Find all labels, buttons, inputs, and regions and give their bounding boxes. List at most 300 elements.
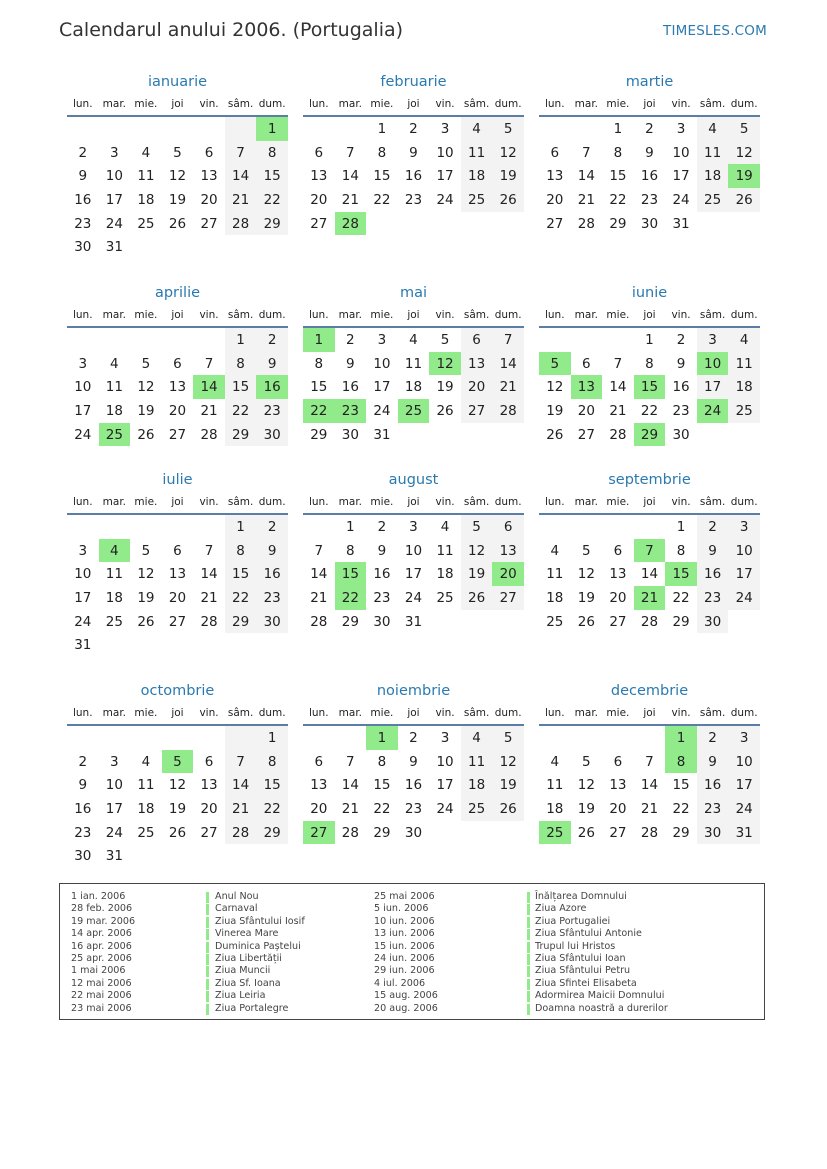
day-cell: 25 (461, 188, 493, 212)
day-cell: 11 (546, 566, 564, 583)
day-cell: 12 (168, 777, 187, 794)
day-cell: 25 (137, 824, 155, 841)
days-grid (67, 328, 288, 446)
empty-cell (193, 515, 225, 539)
empty-cell (539, 117, 571, 141)
day-cell: 26 (436, 402, 454, 419)
day-cell: 30 (404, 824, 423, 841)
day-cell: 13 (200, 168, 218, 185)
weekday-label: lun. (544, 309, 565, 321)
day-cell: 30 (74, 239, 92, 256)
holiday-day-cell: 10 (697, 352, 729, 376)
day-cell: 18 (546, 589, 564, 606)
day-cell: 6 (461, 328, 493, 352)
legend-marker (527, 917, 530, 928)
day-cell: 31 (74, 637, 92, 654)
day-cell: 13 (492, 539, 524, 563)
day-cell: 24 (105, 215, 123, 232)
weekday-label: vin. (671, 309, 691, 321)
day-cell: 4 (141, 144, 151, 161)
legend-date: 23 mai 2006 (71, 1002, 132, 1014)
month-name: noiembrie (376, 683, 451, 699)
legend-marker (206, 991, 209, 1002)
day-cell: 29 (373, 824, 391, 841)
weekday-label: mar. (574, 707, 599, 719)
legend-date: 12 mai 2006 (71, 977, 132, 989)
day-cell: 6 (314, 753, 324, 770)
weekday-label: joi (171, 98, 184, 110)
month-mai (303, 282, 524, 446)
weekday-header (539, 491, 760, 515)
legend-marker (527, 892, 530, 903)
empty-cell (67, 515, 99, 539)
day-cell: 18 (137, 191, 155, 208)
day-cell: 12 (492, 141, 524, 165)
day-cell: 10 (105, 168, 123, 185)
legend-holiday-name: Anul Nou (215, 891, 259, 902)
weekday-label: lun. (544, 98, 565, 110)
legend-holiday-name: Ziua Portugaliei (535, 915, 611, 927)
empty-cell (162, 328, 194, 352)
day-cell: 24 (373, 402, 391, 419)
day-cell: 26 (168, 824, 187, 841)
weekday-label: mar. (102, 309, 127, 321)
legend-marker (527, 954, 530, 965)
legend-marker (527, 979, 530, 990)
weekday-label: sâm. (227, 707, 254, 719)
day-cell: 2 (697, 515, 729, 539)
day-cell: 5 (582, 753, 591, 770)
day-cell: 29 (256, 212, 288, 236)
holiday-day-cell: 5 (539, 352, 571, 376)
day-cell: 6 (613, 753, 623, 770)
day-cell: 19 (168, 800, 187, 817)
day-cell: 18 (105, 402, 123, 419)
weekday-label: mar. (574, 496, 599, 508)
weekday-label: mar. (338, 707, 363, 719)
legend-holiday-name: Carnaval (215, 903, 258, 915)
day-cell: 23 (672, 402, 690, 419)
day-cell: 27 (609, 824, 627, 841)
day-cell: 20 (461, 375, 493, 399)
empty-cell (303, 515, 335, 539)
weekday-label: joi (643, 309, 656, 321)
weekday-label: sâm. (463, 496, 490, 508)
day-cell: 24 (436, 800, 454, 817)
day-cell: 7 (204, 542, 214, 559)
weekday-label: lun. (72, 98, 93, 110)
days-grid (303, 117, 524, 235)
day-cell: 26 (577, 613, 595, 630)
day-cell: 18 (728, 375, 760, 399)
weekday-label: mie. (134, 98, 158, 110)
weekday-label: sâm. (699, 98, 726, 110)
weekday-label: mie. (606, 496, 630, 508)
day-cell: 25 (546, 613, 564, 630)
day-cell: 12 (461, 539, 493, 563)
day-cell: 9 (346, 355, 355, 372)
legend-marker (527, 929, 530, 940)
day-cell: 2 (78, 144, 88, 161)
holiday-day-cell: 25 (539, 821, 571, 845)
day-cell: 30 (697, 610, 729, 634)
empty-cell (335, 117, 367, 141)
day-cell: 24 (105, 824, 123, 841)
days-grid (67, 117, 288, 259)
weekday-label: joi (407, 98, 420, 110)
day-cell: 13 (168, 379, 187, 396)
weekday-label: lun. (308, 707, 329, 719)
day-cell: 27 (168, 426, 187, 443)
day-cell: 2 (697, 726, 729, 750)
day-cell: 27 (577, 426, 595, 443)
day-cell: 29 (672, 824, 690, 841)
day-cell: 4 (409, 331, 418, 348)
day-cell: 7 (645, 753, 654, 770)
day-cell: 5 (141, 542, 151, 559)
day-cell: 16 (256, 562, 288, 586)
day-cell: 2 (409, 729, 418, 746)
holiday-day-cell: 8 (665, 750, 697, 774)
empty-cell (571, 515, 603, 539)
day-cell: 13 (310, 168, 328, 185)
weekday-label: vin. (435, 707, 455, 719)
holiday-day-cell: 23 (335, 399, 367, 423)
day-cell: 26 (137, 613, 155, 630)
weekday-label: mar. (102, 98, 127, 110)
day-cell: 11 (436, 542, 454, 559)
weekday-label: dum. (494, 707, 522, 719)
day-cell: 21 (492, 375, 524, 399)
day-cell: 5 (492, 726, 524, 750)
day-cell: 24 (436, 191, 454, 208)
weekday-label: joi (171, 309, 184, 321)
weekday-label: vin. (435, 309, 455, 321)
day-cell: 26 (546, 426, 564, 443)
weekday-label: joi (643, 707, 656, 719)
day-cell: 26 (728, 188, 760, 212)
day-cell: 31 (404, 613, 423, 630)
day-cell: 20 (200, 191, 218, 208)
weekday-label: dum. (494, 496, 522, 508)
weekday-label: joi (643, 98, 656, 110)
day-cell: 12 (577, 566, 595, 583)
brand-link[interactable]: TIMESLES.COM (663, 23, 767, 39)
day-cell: 8 (314, 355, 324, 372)
days-grid (539, 726, 760, 844)
weekday-label: dum. (258, 309, 286, 321)
holiday-day-cell: 7 (634, 539, 666, 563)
day-cell: 29 (672, 613, 690, 630)
day-cell: 4 (550, 542, 560, 559)
weekday-label: mar. (338, 309, 363, 321)
day-cell: 8 (676, 542, 686, 559)
day-cell: 17 (105, 800, 123, 817)
day-cell: 7 (346, 753, 355, 770)
empty-cell (99, 726, 131, 750)
day-cell: 1 (377, 120, 387, 137)
day-cell: 10 (404, 542, 423, 559)
day-cell: 2 (256, 515, 288, 539)
day-cell: 20 (609, 800, 627, 817)
day-cell: 1 (676, 518, 686, 535)
weekday-header (67, 93, 288, 117)
day-cell: 30 (256, 423, 288, 447)
empty-cell (130, 117, 162, 141)
weekday-label: sâm. (699, 496, 726, 508)
legend-marker (527, 966, 530, 977)
day-cell: 9 (78, 168, 88, 185)
day-cell: 4 (440, 518, 450, 535)
weekday-label: mie. (606, 98, 630, 110)
weekday-label: mar. (574, 309, 599, 321)
month-iulie (67, 469, 288, 657)
day-cell: 1 (225, 515, 257, 539)
day-cell: 13 (609, 777, 627, 794)
day-cell: 11 (728, 352, 760, 376)
days-grid (303, 726, 524, 844)
weekday-label: sâm. (463, 309, 490, 321)
weekday-label: joi (407, 496, 420, 508)
day-cell: 4 (141, 753, 151, 770)
day-cell: 28 (225, 821, 257, 845)
day-cell: 10 (672, 144, 690, 161)
month-name: ianuarie (147, 74, 208, 90)
day-cell: 28 (640, 613, 659, 630)
day-cell: 18 (461, 773, 493, 797)
day-cell: 9 (377, 542, 387, 559)
empty-cell (634, 515, 666, 539)
day-cell: 22 (373, 191, 391, 208)
weekday-label: lun. (308, 496, 329, 508)
legend-holiday-name: Ziua Sf. Ioana (215, 977, 281, 989)
day-cell: 4 (461, 726, 493, 750)
weekday-label: vin. (435, 496, 455, 508)
empty-cell (539, 515, 571, 539)
empty-cell (602, 328, 634, 352)
day-cell: 14 (640, 566, 659, 583)
legend-marker (527, 991, 530, 1002)
legend-holiday-name: Ziua Sfântului Ioan (535, 953, 626, 964)
holiday-day-cell: 25 (398, 399, 430, 423)
weekday-label: vin. (199, 98, 219, 110)
holiday-day-cell: 1 (256, 117, 288, 141)
empty-cell (99, 328, 131, 352)
day-cell: 7 (225, 141, 257, 165)
weekday-label: vin. (671, 496, 691, 508)
day-cell: 7 (314, 542, 324, 559)
legend-marker (206, 954, 209, 965)
day-cell: 27 (200, 824, 218, 841)
day-cell: 22 (225, 586, 257, 610)
holiday-day-cell: 27 (303, 821, 335, 845)
day-cell: 1 (613, 120, 623, 137)
day-cell: 19 (168, 191, 187, 208)
legend-holiday-name: Ziua Sfântului Iosif (215, 915, 305, 927)
holiday-day-cell: 1 (303, 328, 335, 352)
weekday-label: vin. (199, 309, 219, 321)
legend-marker (527, 942, 530, 953)
weekday-label: lun. (72, 707, 93, 719)
empty-cell (193, 117, 225, 141)
day-cell: 26 (461, 586, 493, 610)
day-cell: 3 (409, 518, 418, 535)
day-cell: 28 (225, 212, 257, 236)
holiday-day-cell: 22 (335, 586, 367, 610)
day-cell: 21 (609, 402, 627, 419)
day-cell: 27 (310, 215, 328, 232)
holiday-day-cell: 16 (256, 375, 288, 399)
weekday-label: dum. (730, 496, 758, 508)
day-cell: 17 (105, 191, 123, 208)
day-cell: 24 (404, 589, 423, 606)
day-cell: 15 (225, 562, 257, 586)
day-cell: 27 (200, 215, 218, 232)
weekday-label: sâm. (227, 98, 254, 110)
weekday-header (539, 304, 760, 328)
day-cell: 14 (225, 773, 257, 797)
month-name: martie (625, 74, 674, 90)
day-cell: 25 (697, 188, 729, 212)
day-cell: 30 (341, 426, 359, 443)
weekday-label: mie. (134, 496, 158, 508)
day-cell: 24 (74, 613, 92, 630)
legend-holiday-name: Ziua Sfântului Antonie (535, 928, 642, 940)
day-cell: 29 (225, 610, 257, 634)
day-cell: 6 (314, 144, 324, 161)
legend-marker (206, 979, 209, 990)
day-cell: 18 (436, 566, 454, 583)
day-cell: 18 (546, 800, 564, 817)
weekday-label: dum. (730, 707, 758, 719)
legend-holiday-name: Înălțarea Domnului (535, 891, 627, 902)
empty-cell (571, 117, 603, 141)
day-cell: 5 (492, 117, 524, 141)
weekday-label: mie. (134, 309, 158, 321)
day-cell: 17 (373, 379, 391, 396)
day-cell: 4 (461, 117, 493, 141)
legend-date: 29 iun. 2006 (374, 965, 435, 977)
weekday-header (539, 702, 760, 726)
day-cell: 26 (168, 215, 187, 232)
days-grid (303, 328, 524, 446)
weekday-label: mie. (370, 98, 394, 110)
day-cell: 10 (436, 753, 454, 770)
day-cell: 29 (256, 821, 288, 845)
day-cell: 10 (728, 539, 760, 563)
legend-marker (527, 904, 530, 915)
day-cell: 19 (577, 800, 595, 817)
day-cell: 2 (377, 518, 387, 535)
empty-cell (303, 117, 335, 141)
legend-holiday-name: Ziua Sfântului Petru (535, 965, 631, 977)
month-name: mai (399, 285, 428, 301)
day-cell: 21 (225, 188, 257, 212)
legend-marker (206, 942, 209, 953)
day-cell: 8 (377, 144, 387, 161)
legend-date: 1 ian. 2006 (71, 891, 126, 902)
day-cell: 14 (609, 379, 627, 396)
day-cell: 23 (404, 191, 423, 208)
day-cell: 3 (78, 542, 88, 559)
day-cell: 21 (225, 797, 257, 821)
day-cell: 19 (137, 402, 155, 419)
day-cell: 12 (546, 379, 564, 396)
day-cell: 13 (200, 777, 218, 794)
holiday-legend (59, 883, 765, 1020)
day-cell: 8 (613, 144, 623, 161)
day-cell: 16 (74, 800, 92, 817)
day-cell: 23 (373, 589, 391, 606)
weekday-label: sâm. (227, 496, 254, 508)
month-name: septembrie (608, 472, 691, 488)
month-name: august (388, 472, 439, 488)
day-cell: 28 (609, 426, 627, 443)
day-cell: 22 (609, 191, 627, 208)
weekday-header (539, 93, 760, 117)
weekday-label: mar. (338, 496, 363, 508)
weekday-label: joi (407, 309, 420, 321)
day-cell: 23 (697, 586, 729, 610)
holiday-day-cell: 25 (99, 423, 131, 447)
day-cell: 14 (341, 777, 359, 794)
day-cell: 18 (105, 589, 123, 606)
weekday-label: mie. (606, 707, 630, 719)
weekday-label: mie. (370, 707, 394, 719)
weekday-label: joi (171, 707, 184, 719)
day-cell: 19 (492, 164, 524, 188)
day-cell: 1 (645, 331, 654, 348)
empty-cell (571, 328, 603, 352)
empty-cell (99, 515, 131, 539)
day-cell: 9 (78, 777, 88, 794)
day-cell: 29 (341, 613, 359, 630)
weekday-label: vin. (435, 98, 455, 110)
empty-cell (602, 726, 634, 750)
weekday-label: mie. (134, 707, 158, 719)
day-cell: 15 (672, 777, 690, 794)
weekday-label: joi (171, 496, 184, 508)
day-cell: 5 (582, 542, 591, 559)
day-cell: 22 (225, 399, 257, 423)
day-cell: 23 (256, 399, 288, 423)
weekday-label: lun. (308, 98, 329, 110)
day-cell: 17 (697, 375, 729, 399)
day-cell: 10 (74, 566, 92, 583)
month-name: decembrie (610, 683, 689, 699)
day-cell: 10 (728, 750, 760, 774)
holiday-day-cell: 21 (634, 586, 666, 610)
empty-cell (225, 726, 257, 750)
day-cell: 4 (550, 753, 560, 770)
day-cell: 8 (346, 542, 355, 559)
holiday-day-cell: 12 (429, 352, 461, 376)
day-cell: 11 (461, 750, 493, 774)
day-cell: 20 (168, 589, 187, 606)
day-cell: 22 (672, 589, 690, 606)
day-cell: 7 (492, 328, 524, 352)
day-cell: 16 (404, 168, 423, 185)
empty-cell (67, 726, 99, 750)
day-cell: 17 (404, 566, 423, 583)
day-cell: 15 (609, 168, 627, 185)
day-cell: 20 (310, 191, 328, 208)
legend-date: 24 iun. 2006 (374, 953, 435, 964)
day-cell: 3 (110, 144, 119, 161)
month-decembrie (539, 680, 760, 844)
day-cell: 22 (256, 188, 288, 212)
day-cell: 13 (609, 566, 627, 583)
